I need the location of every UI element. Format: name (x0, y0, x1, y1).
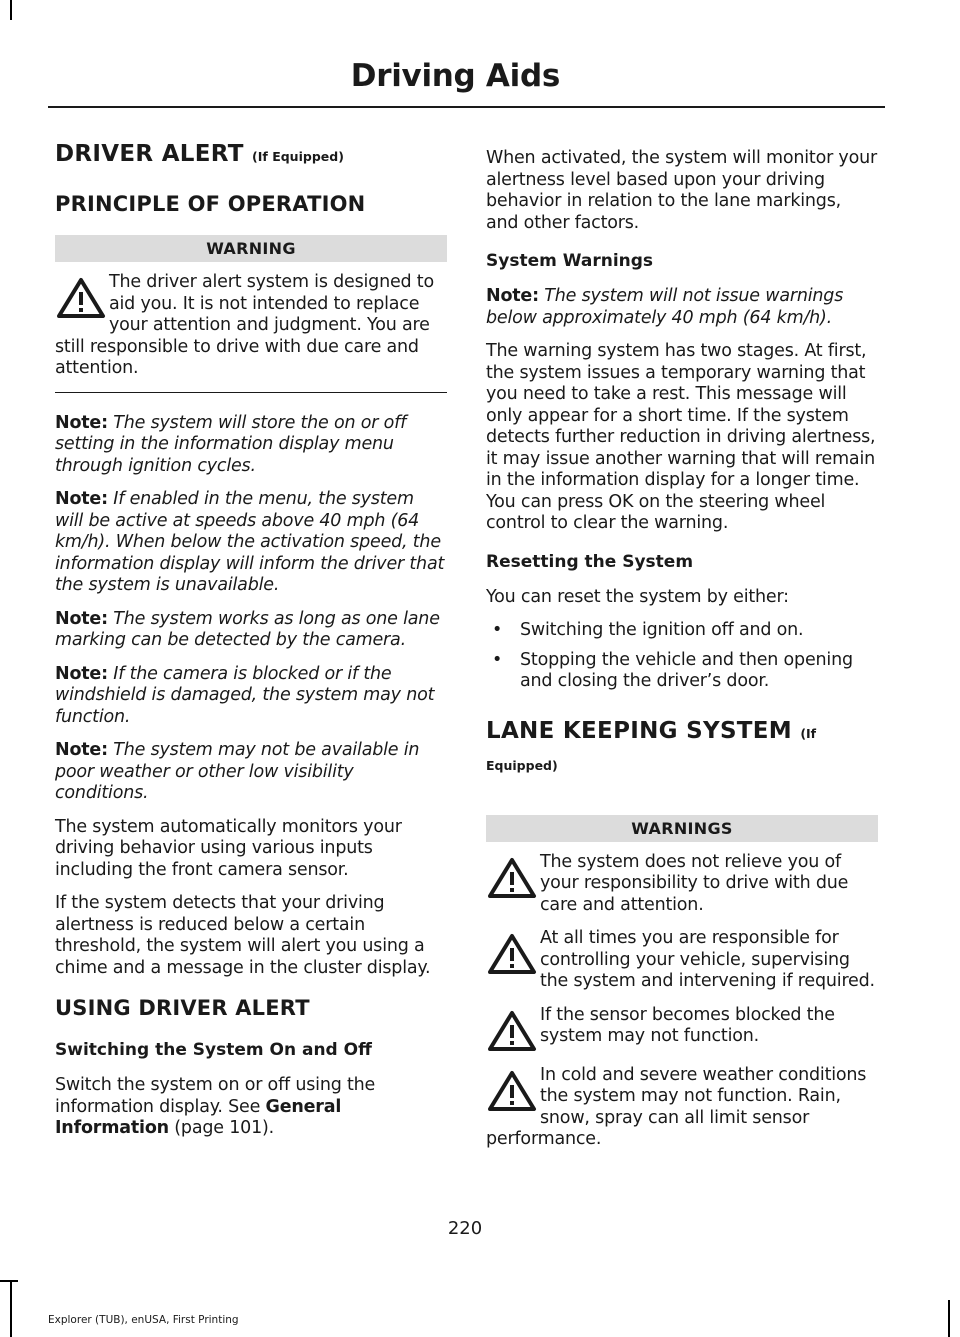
body-paragraph: When activated, the system will monitor your alertness level based upon your driving behavior in relation to the lane markings, and other factors. (486, 148, 877, 233)
note-label: Note: (55, 412, 108, 433)
note (55, 609, 447, 652)
warning-header: WARNING (55, 235, 447, 262)
left-column (55, 140, 447, 1152)
switch-text: Switch the system on or off using the information display. See (55, 1075, 376, 1117)
lane-title-text: LANE KEEPING SYSTEM (486, 717, 792, 744)
warning-block (486, 1065, 878, 1151)
warning-triangle-icon (55, 276, 107, 320)
lane-suffix: (If (800, 725, 817, 741)
section-title (55, 140, 447, 171)
note-text: If the camera is blocked or if the windshield is damaged, the system may not function. (55, 663, 435, 727)
note-text: The system works as long as one lane marking can be detected by the camera. (55, 608, 440, 650)
page-number: 220 (447, 1218, 483, 1239)
note-label: Note: (55, 663, 108, 684)
warning-rule (55, 392, 447, 393)
system-warnings-heading: System Warnings (486, 251, 654, 271)
note (55, 489, 447, 597)
note (55, 664, 447, 729)
body-paragraph: The system automatically monitors your driving behavior using various inputs including the front camera sensor. (55, 816, 402, 880)
crop-mark (10, 1280, 12, 1337)
lane-keeping-title (486, 717, 878, 748)
note (55, 740, 447, 805)
body-paragraph: If the system detects that your driving alertness is reduced below a certain threshold, the system will alert you using a chime and a message in the cluster display. (55, 893, 431, 978)
section-title-text: DRIVER ALERT (55, 141, 244, 167)
note-label: Note: (55, 740, 108, 760)
note-label: Note: (55, 489, 108, 509)
warning-text: The driver alert system is designed to aid you. It is not intended to replace your attention and judgment. You are still responsible to drive with due care and attention. (55, 272, 434, 378)
note-label: Note: (55, 608, 108, 629)
page-reference: (page 101). (168, 1118, 274, 1138)
note-text: The system will not issue warnings below approximately 40 mph (64 km/h). (486, 286, 844, 328)
crop-mark (948, 1300, 950, 1337)
lane-suffix-cont: Equipped) (486, 757, 558, 773)
warning-block (486, 1005, 878, 1053)
warning-text: At all times you are responsible for controlling your vehicle, supervising the system and intervening if required. (540, 928, 875, 991)
reset-intro: You can reset the system by either: (486, 586, 789, 607)
footer-text: Explorer (TUB), enUSA, First Printing (48, 1314, 239, 1326)
switch-paragraph (55, 1075, 447, 1140)
warning-text: If the sensor becomes blocked the system may not function. (540, 1004, 835, 1046)
list-item: • Stopping the vehicle and then opening and closing the driver’s door. (486, 650, 878, 693)
warning-block (486, 928, 878, 993)
using-heading: USING DRIVER ALERT (55, 996, 310, 1020)
warning-block (55, 272, 447, 380)
crop-mark (10, 0, 12, 20)
warning-block (486, 852, 878, 917)
general-information-link[interactable]: General Information (55, 1096, 342, 1138)
warning-triangle-icon (486, 932, 538, 976)
body-paragraph: The warning system has two stages. At first, the system issues a temporary warning that you need to take a rest. This message will only appear for a short time. If the system detects further reduction in driving alertness, it may issue another warning that will remain in the information display for a longer time. You can press OK on the steering wheel control to clear the warning. (486, 341, 876, 533)
warning-triangle-icon (486, 1069, 538, 1113)
resetting-heading: Resetting the System (486, 551, 694, 572)
note-text: The system will store the on or off setting in the information display menu through ignition cycles. (55, 412, 407, 476)
warning-text: The system does not relieve you of your responsibility to drive with due care and attention. (540, 851, 849, 915)
section-suffix: (If Equipped) (252, 149, 344, 164)
list-item: • Switching the ignition off and on. (486, 620, 878, 642)
principle-heading: PRINCIPLE OF OPERATION (55, 192, 366, 216)
crop-mark (0, 1280, 18, 1282)
note-label: Note: (486, 286, 539, 306)
warning-triangle-icon (486, 856, 538, 900)
note (55, 413, 447, 478)
warning-text: In cold and severe weather conditions the system may not function. Rain, snow, spray can all limit sensor performance. (486, 1064, 867, 1149)
right-column (486, 148, 878, 1163)
note-text: The system may not be available in poor weather or other low visibility conditions. (55, 740, 420, 803)
warnings-header: WARNINGS (486, 815, 878, 842)
warning-triangle-icon (486, 1009, 538, 1053)
page-header-title: Driving Aids (350, 58, 560, 94)
switching-heading: Switching the System On and Off (55, 1040, 372, 1060)
note (486, 286, 878, 329)
note-text: If enabled in the menu, the system will be active at speeds above 40 mph (64 km/h). When below the activation speed, the information display will inform the driver that the system is unavailable. (55, 489, 445, 595)
header-rule (48, 106, 885, 108)
